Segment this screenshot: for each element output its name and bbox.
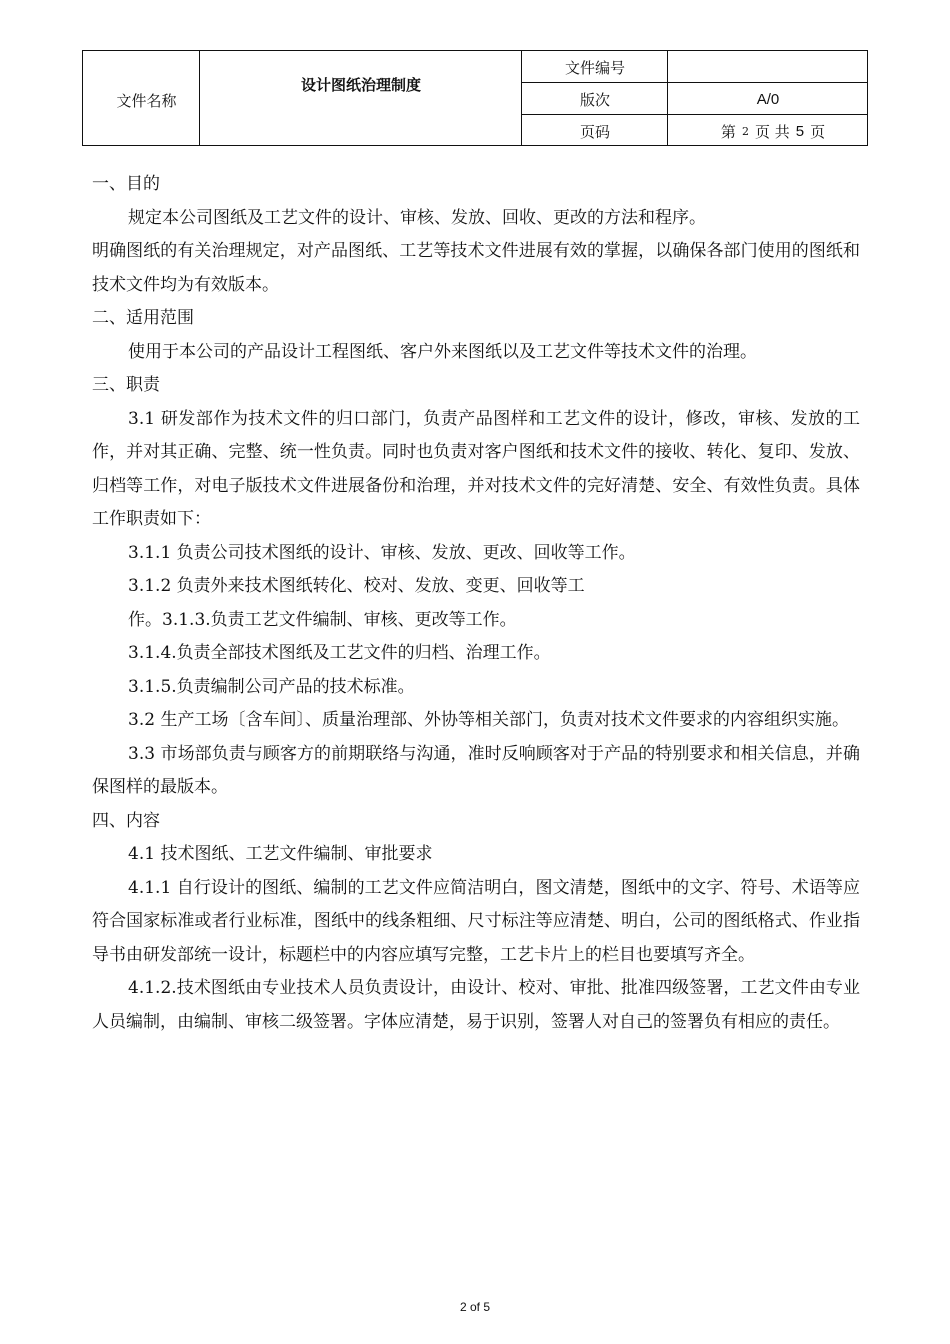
- body-paragraph: 4.1.2.技术图纸由专业技术人员负责设计，由设计、校对、审批、批准四级签署，工艺文件由专业人员编制，由编制、审核二级签署。字体应清楚，易于识别，签署人对自己的签署负有相应的责任。: [92, 978, 860, 1032]
- page-suffix: 页: [810, 122, 826, 141]
- doc-name-label: 文件名称: [116, 91, 177, 110]
- body-paragraph: 作。3.1.3.负责工艺文件编制、审核、更改等工作。: [128, 609, 517, 630]
- page-label: 页码: [579, 122, 610, 141]
- body-paragraph: 二、适用范围: [92, 308, 194, 328]
- body-paragraph: 3.1.5.负责编制公司产品的技术标准。: [128, 676, 415, 697]
- document-title: 设计图纸治理制度: [300, 75, 421, 94]
- version-label: 版次: [579, 90, 610, 109]
- page-total: 5: [795, 122, 805, 140]
- body-paragraph: 四、内容: [92, 810, 160, 831]
- body-paragraph: 3.1.1 负责公司技术图纸的设计、审核、发放、更改、回收等工作。: [128, 542, 636, 563]
- body-paragraph: 3.1.2 负责外来技术图纸转化、校对、发放、变更、回收等工: [128, 576, 585, 596]
- body-paragraph: 三、职责: [92, 375, 160, 395]
- doc-number-label: 文件编号: [564, 58, 625, 77]
- page-mid: 页 共: [754, 122, 790, 141]
- page-footer: 2 of 5: [459, 1300, 491, 1314]
- document-body: [92, 168, 860, 1039]
- body-paragraph: 明确图纸的有关治理规定，对产品图纸、工艺等技术文件进展有效的掌握，以确保各部门使用的图纸和技术文件均为有效版本。: [92, 241, 860, 295]
- body-paragraph: 4.1 技术图纸、工艺文件编制、审批要求: [128, 844, 433, 864]
- body-paragraph: 4.1.1 自行设计的图纸、编制的工艺文件应简洁明白，图文清楚，图纸中的文字、符号、术语等应符合国家标准或者行业标准，图纸中的线条粗细、尺寸标注等应清楚、明白，公司的图纸格式、作业指导书由研发部统一设计，标题栏中的内容应填写完整，工艺卡片上的栏目也要填写齐全。: [92, 877, 860, 965]
- page-prefix: 第: [720, 122, 736, 141]
- body-paragraph: 规定本公司图纸及工艺文件的设计、审核、发放、回收、更改的方法和程序。: [128, 207, 706, 228]
- version-value: A/0: [756, 90, 780, 108]
- body-paragraph: 使用于本公司的产品设计工程图纸、客户外来图纸以及工艺文件等技术文件的治理。: [128, 341, 757, 362]
- page-current: 2: [741, 124, 749, 138]
- doc-number-value: [668, 51, 868, 83]
- document-header-table: [82, 50, 868, 146]
- body-paragraph: 一、目的: [92, 174, 160, 194]
- page-info: [668, 115, 868, 147]
- body-paragraph: 3.1 研发部作为技术文件的归口部门，负责产品图样和工艺文件的设计，修改，审核、发放的工作，并对其正确、完整、统一性负责。同时也负责对客户图纸和技术文件的接收、转化、复印、发放、归档等工作，对电子版技术文件进展备份和治理，并对技术文件的完好清楚、安全、有效性负责。具体工作职责如下：: [92, 408, 860, 529]
- body-paragraph: 3.1.4.负责全部技术图纸及工艺文件的归档、治理工作。: [128, 643, 551, 663]
- body-paragraph: 3.3 市场部负责与顾客方的前期联络与沟通，准时反响顾客对于产品的特别要求和相关信息，并确保图样的最版本。: [92, 743, 860, 797]
- body-paragraph: 3.2 生产工场〔含车间〕、质量治理部、外协等相关部门，负责对技术文件要求的内容组织实施。: [128, 710, 849, 730]
